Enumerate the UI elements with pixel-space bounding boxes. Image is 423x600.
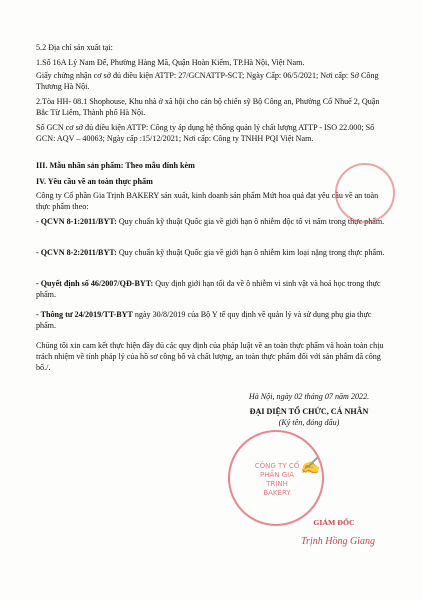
rule-code: - Quyết định số 46/2007/QĐ-BYT: (36, 279, 154, 288)
signature-mark: ✍ (300, 456, 320, 475)
rule-text: Quy chuẩn kỹ thuật Quốc gia về giới hạn ô nhiễm kim loại nặng trong thực phẩm. (118, 248, 385, 257)
signer-name: Trịnh Hồng Giang (301, 536, 375, 547)
section-4-heading: IV. Yêu cầu về an toàn thực phẩm (36, 177, 153, 186)
page-seal-stamp (335, 163, 395, 223)
address-line-2: Giấy chứng nhận cơ sở đủ điều kiện ATTP: 27/GCNATTP-SCT; Ngày Cấp: 06/5/2021; Nơi cấp: Sở Công Thương Hà Nội. (36, 71, 379, 92)
rule-text: Quy chuẩn kỹ thuật Quốc gia về giới hạn ô nhiễm độc tố vi nấm trong thực phẩm. (118, 217, 385, 226)
signature-subtitle: (Ký tên, đóng dấu) (278, 418, 340, 427)
section-3-heading: III. Mẫu nhãn sản phẩm: Theo mẫu đính kèm (36, 161, 195, 170)
signature-title: ĐẠI DIỆN TỔ CHỨC, CÁ NHÂN (249, 407, 369, 416)
address-line-4: Số GCN cơ sở đủ điều kiện ATTP: Công ty áp dụng hệ thống quản lý chất lượng ATTP - ISO 22.000; Số GCN: AQV – 40063; Ngày cấp :15/12/2021; Nơi cấp: Công ty TNHH PQI Việt Nam. (36, 123, 375, 144)
rule-2 (36, 247, 389, 258)
rule-code: - Thông tư 24/2019/TT-BYT (36, 310, 133, 319)
rule-text: Quy định giới hạn tối đa về ô nhiễm vi sinh vật và hoá học trong thực phẩm. (36, 279, 381, 300)
company-stamp (228, 430, 324, 526)
position-title: GIÁM ĐỐC (313, 518, 355, 527)
rule-1 (36, 216, 389, 227)
address-line-1: 1.Số 16A Lý Nam Đế, Phường Hàng Mã, Quận Hoàn Kiếm, TP.Hà Nội, Việt Nam. (36, 58, 305, 67)
address-line-3: 2.Tòa HH- 08.1 Shophouse, Khu nhà ở xã hội cho cán bộ chiến sỹ Bộ Công an, Phường Cổ Nhuế 2, Quận Bắc Từ Liêm, Thành phố Hà Nội. (36, 97, 380, 118)
rule-code: - QCVN 8-1:2011/BYT: (36, 217, 117, 226)
stamp-text: CÔNG TY CỔ PHẦN GIA TRỊNH BAKERY (254, 462, 300, 497)
commitment-paragraph: Chúng tôi xin cam kết thực hiện đầy đủ các quy định của pháp luật về an toàn thực phẩm và hoàn toàn chịu trách nhiệm về tính pháp lý của hồ sơ công bố và chất lượng, an toàn thực phẩm đối với sản phẩm đã công bố./. (36, 341, 384, 373)
signature-date: Hà Nội, ngày 02 tháng 07 năm 2022. (248, 392, 370, 401)
intro-paragraph: Công ty Cổ phần Gia Trịnh BAKERY sản xuất, kinh doanh sản phẩm Mứt hoa quả đạt yêu cầu về an toàn thực phẩm theo: (36, 191, 379, 212)
rule-4 (36, 309, 389, 331)
rule-code: - QCVN 8-2:2011/BYT: (36, 248, 117, 257)
address-heading: 5.2 Địa chỉ sản xuất tại: (36, 43, 113, 52)
rule-3 (36, 278, 389, 300)
rule-text: ngày 30/8/2019 của Bộ Y tế quy định về quản lý và sử dụng phụ gia thực phẩm. (36, 310, 372, 331)
